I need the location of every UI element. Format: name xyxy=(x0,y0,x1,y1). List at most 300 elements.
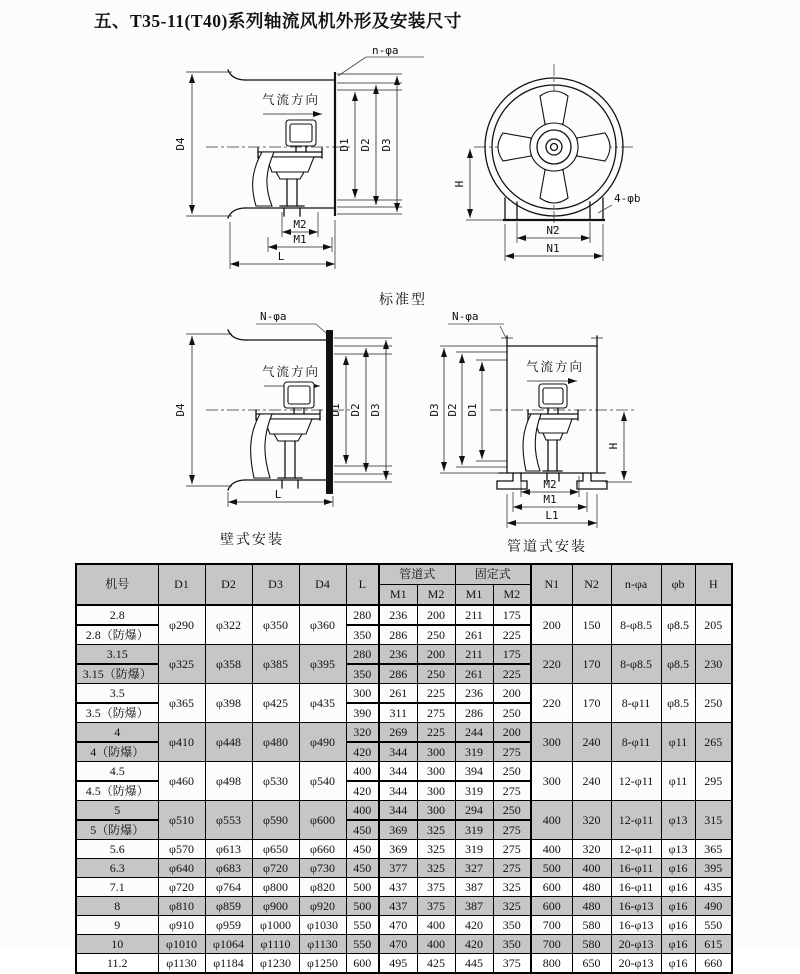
dim-label-m1: M1 xyxy=(543,493,557,506)
dim-label-d4: D4 xyxy=(174,137,187,151)
dim-label-d1: D1 xyxy=(329,403,342,417)
table-cell: 400 xyxy=(346,801,379,821)
table-cell: 8-φ8.5 xyxy=(611,605,661,645)
dim-label-l: L xyxy=(277,250,285,263)
table-cell: φ365 xyxy=(158,684,205,723)
dim-label-d3: D3 xyxy=(380,138,393,152)
table-cell: 6.3 xyxy=(76,859,158,878)
table-cell: 275 xyxy=(493,840,531,859)
hole-callout-label: N-φa xyxy=(260,310,287,323)
table-cell: 650 xyxy=(572,954,611,974)
table-cell: 220 xyxy=(531,645,572,684)
table-cell: 4（防爆） xyxy=(76,742,158,762)
spec-table xyxy=(75,563,733,974)
table-cell: 550 xyxy=(346,935,379,954)
col-header-d3: D3 xyxy=(252,564,299,605)
dim-label-d3: D3 xyxy=(369,403,382,417)
table-cell: 4 xyxy=(76,723,158,743)
caption-duct-mount: 管道式安装 xyxy=(507,540,587,555)
table-cell: 319 xyxy=(455,840,493,859)
col-header-fixed-m1: M1 xyxy=(455,585,493,606)
table-cell: φ553 xyxy=(205,801,252,840)
table-cell: 200 xyxy=(493,723,531,743)
dim-label-l: L xyxy=(274,488,282,501)
table-cell: 369 xyxy=(379,820,417,840)
table-cell: 236 xyxy=(379,645,417,665)
table-cell: 490 xyxy=(695,897,732,916)
table-cell: 500 xyxy=(531,859,572,878)
dim-label-h: H xyxy=(453,180,466,188)
airflow-direction-label: 气流方向 xyxy=(262,365,321,379)
hole-callout-label: N-φa xyxy=(452,310,479,323)
table-cell: φ1250 xyxy=(299,954,346,974)
table-cell: 16-φ11 xyxy=(611,859,661,878)
table-cell: φ720 xyxy=(252,859,299,878)
col-header-duct-m2: M2 xyxy=(417,585,455,606)
table-cell: 200 xyxy=(417,645,455,665)
table-cell: 315 xyxy=(695,801,732,840)
table-cell: 425 xyxy=(417,954,455,974)
dim-label-n1: N1 xyxy=(546,242,560,255)
table-cell: φ1000 xyxy=(252,916,299,935)
dim-label-d2: D2 xyxy=(359,138,372,152)
table-cell: 420 xyxy=(455,916,493,935)
table-row xyxy=(76,801,732,821)
table-cell: φ920 xyxy=(299,897,346,916)
table-row xyxy=(76,878,732,897)
table-cell: 286 xyxy=(455,703,493,723)
table-cell: φ570 xyxy=(158,840,205,859)
table-cell: 280 xyxy=(346,645,379,665)
table-cell: φ16 xyxy=(661,954,695,974)
table-cell: 327 xyxy=(455,859,493,878)
table-cell: 300 xyxy=(417,781,455,801)
table-cell: 300 xyxy=(346,684,379,704)
table-cell: 390 xyxy=(346,703,379,723)
dim-label-n2: N2 xyxy=(546,224,560,237)
table-cell: 5.6 xyxy=(76,840,158,859)
table-cell: 12-φ11 xyxy=(611,801,661,840)
table-cell: 311 xyxy=(379,703,417,723)
table-cell: φ859 xyxy=(205,897,252,916)
table-cell: φ1130 xyxy=(158,954,205,974)
col-header-d4: D4 xyxy=(299,564,346,605)
table-cell: 150 xyxy=(572,605,611,645)
table-cell: φ730 xyxy=(299,859,346,878)
table-cell: 450 xyxy=(346,840,379,859)
airflow-direction-label: 气流方向 xyxy=(262,93,321,107)
table-cell: φ8.5 xyxy=(661,684,695,723)
table-cell: 435 xyxy=(695,878,732,897)
table-cell: φ600 xyxy=(299,801,346,840)
table-cell: 300 xyxy=(531,723,572,762)
table-cell: 5（防爆） xyxy=(76,820,158,840)
dim-label-d3: D3 xyxy=(428,403,441,417)
table-cell: 3.5（防爆） xyxy=(76,703,158,723)
wall-mount-diagram xyxy=(174,310,392,507)
table-cell: 369 xyxy=(379,840,417,859)
table-cell: φ530 xyxy=(252,762,299,801)
col-header-d2: D2 xyxy=(205,564,252,605)
table-cell: 400 xyxy=(417,916,455,935)
table-cell: 20-φ13 xyxy=(611,935,661,954)
table-cell: φ910 xyxy=(158,916,205,935)
table-cell: φ820 xyxy=(299,878,346,897)
col-header-duct-m1: M1 xyxy=(379,585,417,606)
table-cell: φ16 xyxy=(661,916,695,935)
dim-label-m2: M2 xyxy=(293,218,307,231)
table-row xyxy=(76,684,732,704)
table-row xyxy=(76,645,732,665)
table-cell: φ810 xyxy=(158,897,205,916)
table-cell: 200 xyxy=(493,684,531,704)
table-cell: φ13 xyxy=(661,840,695,859)
table-cell: 480 xyxy=(572,878,611,897)
standard-side-view-diagram xyxy=(174,44,424,269)
table-cell: 420 xyxy=(455,935,493,954)
table-cell: φ1230 xyxy=(252,954,299,974)
table-cell: 387 xyxy=(455,878,493,897)
table-cell: 325 xyxy=(493,897,531,916)
table-cell: 211 xyxy=(455,605,493,625)
table-cell: 250 xyxy=(695,684,732,723)
table-cell: 236 xyxy=(455,684,493,704)
table-cell: 350 xyxy=(346,664,379,684)
table-cell: 225 xyxy=(417,684,455,704)
table-cell: 495 xyxy=(379,954,417,974)
table-cell: 344 xyxy=(379,801,417,821)
table-cell: 8-φ8.5 xyxy=(611,645,661,684)
table-cell: φ1184 xyxy=(205,954,252,974)
table-cell: 286 xyxy=(379,664,417,684)
table-cell: 580 xyxy=(572,935,611,954)
table-cell: 437 xyxy=(379,897,417,916)
table-cell: 350 xyxy=(493,916,531,935)
table-cell: φ8.5 xyxy=(661,605,695,645)
table-cell: 170 xyxy=(572,645,611,684)
table-cell: φ1030 xyxy=(299,916,346,935)
table-cell: 12-φ11 xyxy=(611,840,661,859)
table-cell: φ460 xyxy=(158,762,205,801)
table-cell: φ325 xyxy=(158,645,205,684)
table-cell: 375 xyxy=(417,878,455,897)
table-cell: 400 xyxy=(572,859,611,878)
table-cell: 275 xyxy=(493,859,531,878)
table-cell: 600 xyxy=(346,954,379,974)
table-cell: φ16 xyxy=(661,935,695,954)
table-cell: 700 xyxy=(531,935,572,954)
table-cell: 500 xyxy=(346,878,379,897)
table-cell: 275 xyxy=(493,742,531,762)
table-cell: φ1064 xyxy=(205,935,252,954)
table-cell: 437 xyxy=(379,878,417,897)
table-cell: 580 xyxy=(572,916,611,935)
table-header xyxy=(76,564,732,605)
table-cell: 300 xyxy=(417,742,455,762)
table-cell: φ322 xyxy=(205,605,252,645)
table-cell: φ660 xyxy=(299,840,346,859)
table-cell: 7.1 xyxy=(76,878,158,897)
table-cell: 320 xyxy=(346,723,379,743)
table-cell: 400 xyxy=(346,762,379,782)
table-cell: 470 xyxy=(379,935,417,954)
table-cell: 261 xyxy=(379,684,417,704)
table-row xyxy=(76,859,732,878)
table-cell: 175 xyxy=(493,645,531,665)
table-cell: 10 xyxy=(76,935,158,954)
table-cell: 250 xyxy=(417,664,455,684)
table-cell: 250 xyxy=(493,762,531,782)
table-cell: 240 xyxy=(572,762,611,801)
table-cell: 325 xyxy=(417,820,455,840)
table-cell: φ435 xyxy=(299,684,346,723)
table-cell: 325 xyxy=(493,878,531,897)
col-header-l: L xyxy=(346,564,379,605)
table-cell: 261 xyxy=(455,664,493,684)
dim-label-h: H xyxy=(607,442,620,450)
dim-label-l1: L1 xyxy=(545,509,559,522)
dim-label-m2: M2 xyxy=(543,478,557,491)
table-cell: φ290 xyxy=(158,605,205,645)
table-cell: 400 xyxy=(417,935,455,954)
table-cell: 400 xyxy=(531,840,572,859)
table-cell: 344 xyxy=(379,762,417,782)
col-header-fixed-m2: M2 xyxy=(493,585,531,606)
dim-label-d4: D4 xyxy=(174,403,187,417)
table-cell: 320 xyxy=(572,801,611,840)
table-cell: 3.5 xyxy=(76,684,158,704)
table-cell: 5 xyxy=(76,801,158,821)
table-cell: 365 xyxy=(695,840,732,859)
table-row xyxy=(76,605,732,625)
table-cell: 261 xyxy=(455,625,493,645)
table-cell: 325 xyxy=(417,859,455,878)
caption-wall-mount: 壁式安装 xyxy=(220,533,284,548)
table-cell: 211 xyxy=(455,645,493,665)
table-cell: 300 xyxy=(417,801,455,821)
table-cell: φ395 xyxy=(299,645,346,684)
table-cell: 9 xyxy=(76,916,158,935)
table-cell: 550 xyxy=(346,916,379,935)
table-cell: φ900 xyxy=(252,897,299,916)
table-cell: 3.15 xyxy=(76,645,158,665)
table-cell: 2.8 xyxy=(76,605,158,625)
table-cell: φ16 xyxy=(661,859,695,878)
page-title: 五、T35-11(T40)系列轴流风机外形及安装尺寸 xyxy=(94,11,462,31)
table-cell: φ683 xyxy=(205,859,252,878)
table-row xyxy=(76,897,732,916)
table-cell: φ613 xyxy=(205,840,252,859)
table-cell: 286 xyxy=(379,625,417,645)
table-cell: 400 xyxy=(531,801,572,840)
table-cell: φ640 xyxy=(158,859,205,878)
dim-label-m1: M1 xyxy=(293,233,307,246)
table-cell: 200 xyxy=(531,605,572,645)
duct-mount-diagram xyxy=(428,310,636,528)
table-cell: 600 xyxy=(531,897,572,916)
table-cell: 420 xyxy=(346,781,379,801)
hole-callout-label: n-φa xyxy=(372,44,399,57)
table-cell: 220 xyxy=(531,684,572,723)
col-header-h: H xyxy=(695,564,732,605)
bolt-callout-label: 4-φb xyxy=(614,192,641,205)
front-view-diagram xyxy=(453,64,641,261)
table-cell: φ358 xyxy=(205,645,252,684)
table-cell: φ800 xyxy=(252,878,299,897)
table-cell: 700 xyxy=(531,916,572,935)
table-cell: φ1130 xyxy=(299,935,346,954)
table-cell: φ490 xyxy=(299,723,346,762)
table-cell: 500 xyxy=(346,897,379,916)
table-cell: 294 xyxy=(455,801,493,821)
table-cell: φ1010 xyxy=(158,935,205,954)
table-cell: 225 xyxy=(493,664,531,684)
table-cell: 230 xyxy=(695,645,732,684)
table-cell: 225 xyxy=(493,625,531,645)
table-cell: φ360 xyxy=(299,605,346,645)
table-cell: 320 xyxy=(572,840,611,859)
table-cell: φ425 xyxy=(252,684,299,723)
table-cell: φ350 xyxy=(252,605,299,645)
table-cell: 420 xyxy=(346,742,379,762)
table-cell: 8-φ11 xyxy=(611,723,661,762)
table-cell: 325 xyxy=(417,840,455,859)
table-cell: 615 xyxy=(695,935,732,954)
table-cell: 350 xyxy=(493,935,531,954)
col-header-model: 机号 xyxy=(76,564,158,605)
table-cell: 480 xyxy=(572,897,611,916)
table-cell: 445 xyxy=(455,954,493,974)
col-header-fixed-type: 固定式 xyxy=(455,564,531,585)
caption-standard-type: 标准型 xyxy=(379,293,427,308)
table-cell: 319 xyxy=(455,820,493,840)
table-cell: 12-φ11 xyxy=(611,762,661,801)
col-header-phi-b: φb xyxy=(661,564,695,605)
table-cell: φ13 xyxy=(661,801,695,840)
table-cell: 800 xyxy=(531,954,572,974)
dim-label-d1: D1 xyxy=(338,138,351,152)
table-cell: φ16 xyxy=(661,878,695,897)
table-cell: 250 xyxy=(493,703,531,723)
table-cell: 16-φ13 xyxy=(611,897,661,916)
col-header-n2: N2 xyxy=(572,564,611,605)
table-cell: 300 xyxy=(417,762,455,782)
table-cell: 244 xyxy=(455,723,493,743)
table-cell: 280 xyxy=(346,605,379,625)
table-cell: 16-φ11 xyxy=(611,878,661,897)
table-cell: φ480 xyxy=(252,723,299,762)
table-cell: φ540 xyxy=(299,762,346,801)
table-cell: 250 xyxy=(493,801,531,821)
table-cell: 470 xyxy=(379,916,417,935)
table-row xyxy=(76,723,732,743)
table-cell: 275 xyxy=(417,703,455,723)
table-cell: φ1110 xyxy=(252,935,299,954)
table-row xyxy=(76,954,732,974)
table-cell: φ498 xyxy=(205,762,252,801)
table-cell: 295 xyxy=(695,762,732,801)
col-header-n-phi-a: n-φa xyxy=(611,564,661,605)
table-cell: 387 xyxy=(455,897,493,916)
table-cell: 377 xyxy=(379,859,417,878)
table-cell: 236 xyxy=(379,605,417,625)
table-cell: φ590 xyxy=(252,801,299,840)
table-cell: 200 xyxy=(417,605,455,625)
table-cell: 225 xyxy=(417,723,455,743)
table-cell: 3.15（防爆） xyxy=(76,664,158,684)
table-cell: 660 xyxy=(695,954,732,974)
dim-label-d2: D2 xyxy=(349,403,362,417)
table-cell: φ510 xyxy=(158,801,205,840)
table-cell: φ11 xyxy=(661,762,695,801)
table-cell: 269 xyxy=(379,723,417,743)
table-cell: φ398 xyxy=(205,684,252,723)
table-cell: φ448 xyxy=(205,723,252,762)
table-cell: 275 xyxy=(493,820,531,840)
table-cell: 170 xyxy=(572,684,611,723)
table-cell: 375 xyxy=(493,954,531,974)
dim-label-d1: D1 xyxy=(466,403,479,417)
table-cell: 375 xyxy=(417,897,455,916)
table-cell: 8 xyxy=(76,897,158,916)
table-cell: 550 xyxy=(695,916,732,935)
table-cell: 319 xyxy=(455,742,493,762)
table-cell: 350 xyxy=(346,625,379,645)
dim-label-d2: D2 xyxy=(446,403,459,417)
table-cell: φ8.5 xyxy=(661,645,695,684)
table-cell: 344 xyxy=(379,781,417,801)
table-cell: φ720 xyxy=(158,878,205,897)
table-cell: φ959 xyxy=(205,916,252,935)
table-cell: φ764 xyxy=(205,878,252,897)
table-cell: 16-φ13 xyxy=(611,916,661,935)
table-row xyxy=(76,935,732,954)
table-cell: 8-φ11 xyxy=(611,684,661,723)
table-row xyxy=(76,916,732,935)
table-row xyxy=(76,840,732,859)
table-cell: 20-φ13 xyxy=(611,954,661,974)
table-cell: φ11 xyxy=(661,723,695,762)
table-body xyxy=(76,605,732,973)
header-row-1 xyxy=(76,564,732,585)
col-header-duct-type: 管道式 xyxy=(379,564,455,585)
table-cell: 265 xyxy=(695,723,732,762)
col-header-n1: N1 xyxy=(531,564,572,605)
table-cell: φ385 xyxy=(252,645,299,684)
table-cell: 175 xyxy=(493,605,531,625)
table-cell: 205 xyxy=(695,605,732,645)
table-cell: 394 xyxy=(455,762,493,782)
table-cell: 450 xyxy=(346,820,379,840)
table-cell: 4.5 xyxy=(76,762,158,782)
table-cell: 600 xyxy=(531,878,572,897)
col-header-d1: D1 xyxy=(158,564,205,605)
airflow-direction-label: 气流方向 xyxy=(526,360,585,374)
table-cell: φ410 xyxy=(158,723,205,762)
table-cell: 2.8（防爆） xyxy=(76,625,158,645)
table-cell: 395 xyxy=(695,859,732,878)
table-row xyxy=(76,762,732,782)
table-cell: 450 xyxy=(346,859,379,878)
table-cell: φ16 xyxy=(661,897,695,916)
table-cell: 240 xyxy=(572,723,611,762)
table-cell: 300 xyxy=(531,762,572,801)
table-cell: φ650 xyxy=(252,840,299,859)
table-cell: 250 xyxy=(417,625,455,645)
table-cell: 344 xyxy=(379,742,417,762)
table-cell: 4.5（防爆） xyxy=(76,781,158,801)
table-cell: 275 xyxy=(493,781,531,801)
